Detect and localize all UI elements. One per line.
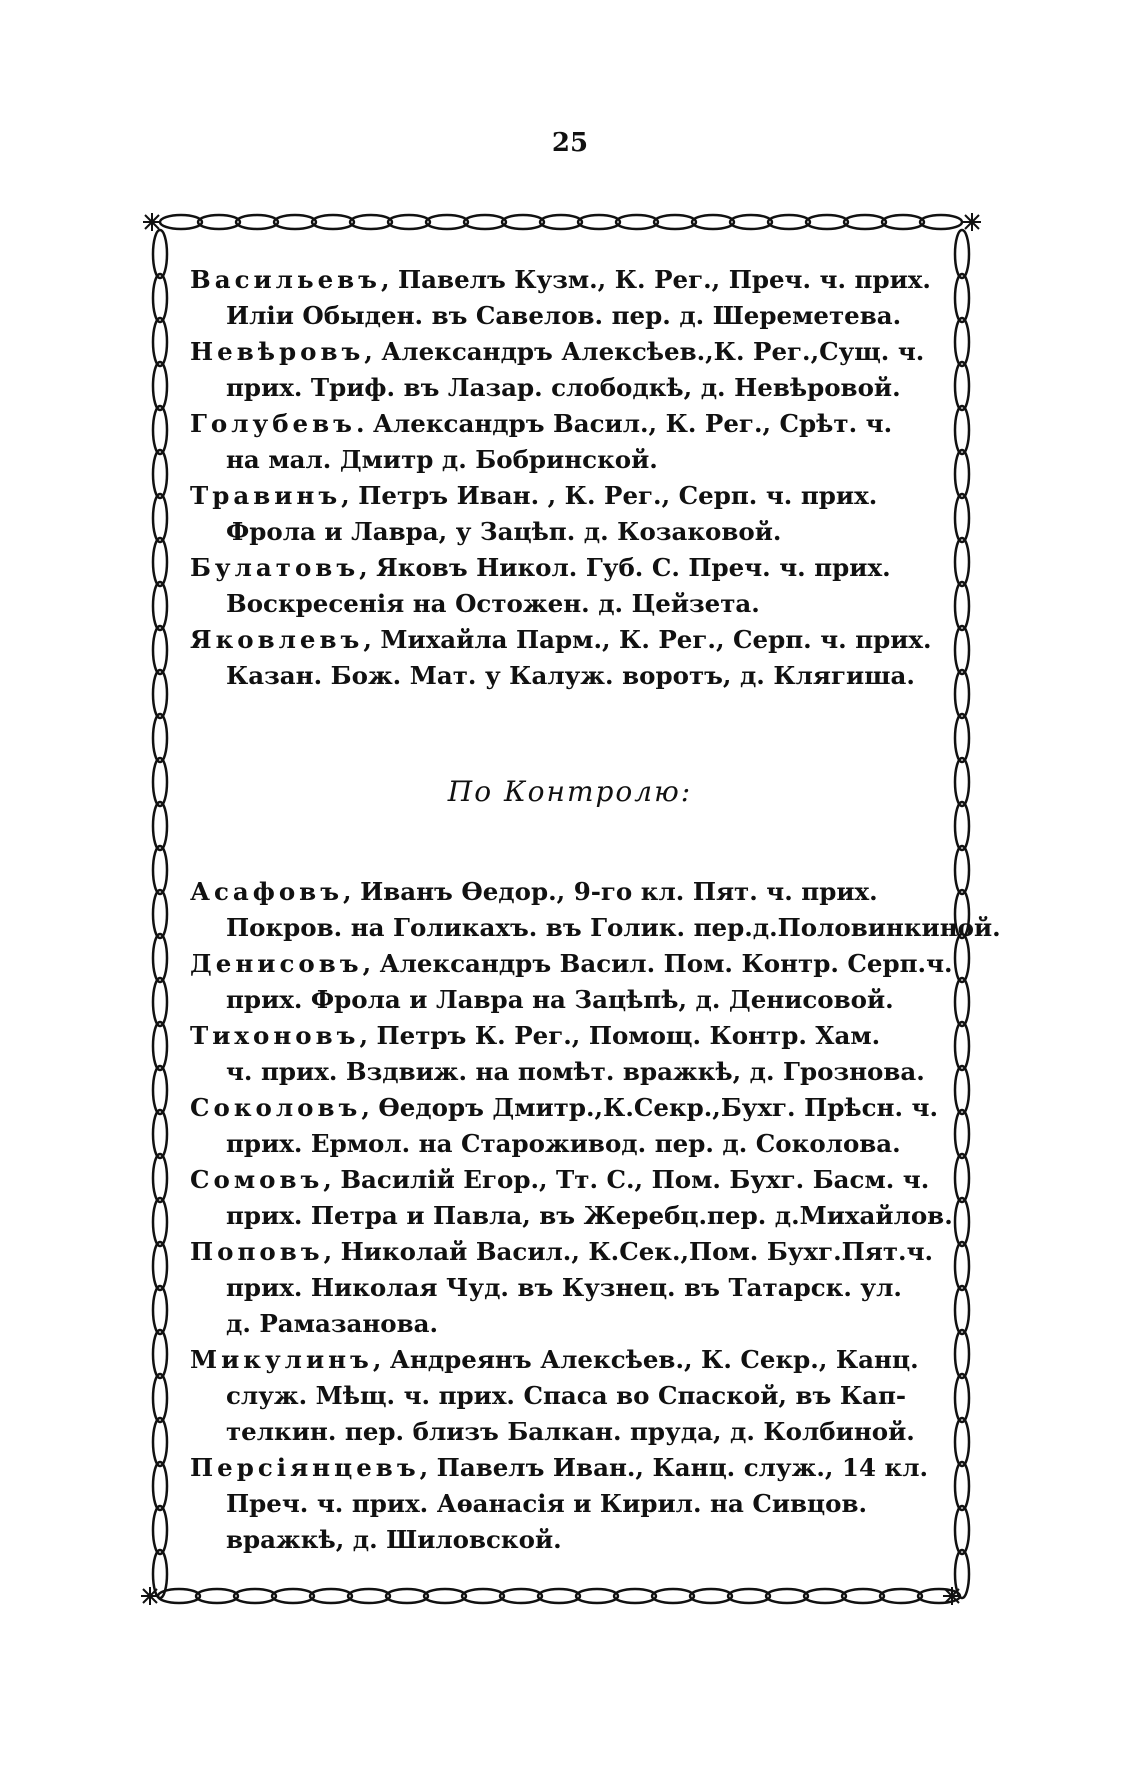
directory-list-top — [190, 262, 950, 694]
entry-details: , Ѳедоръ Дмитр.,К.Секр.,Бухг. Прѣсн. ч. — [361, 1093, 938, 1122]
directory-entry — [190, 406, 950, 478]
entry-details: , Александръ Васил. Пом. Контр. Серп.ч. — [362, 949, 953, 978]
entry-surname: Травинъ — [190, 481, 342, 510]
directory-entry — [190, 334, 950, 406]
directory-entry — [190, 478, 950, 550]
entry-continuation-line: прих. Фрола и Лавра на Зацѣпѣ, д. Денисовой. — [226, 985, 894, 1014]
entry-continuation-line: д. Рамазанова. — [226, 1309, 439, 1338]
entry-continuation-line: Казан. Бож. Мат. у Калуж. воротъ, д. Клягиша. — [226, 661, 915, 690]
entry-details: , Павелъ Кузм., К. Рег., Преч. ч. прих. — [380, 265, 931, 294]
entry-first-line — [190, 1162, 950, 1198]
entry-details: . Александръ Васил., К. Рег., Срѣт. ч. — [355, 409, 893, 438]
entry-first-line — [190, 1450, 950, 1486]
directory-entry — [190, 1234, 950, 1342]
entry-surname: Асафовъ — [190, 877, 344, 906]
directory-entry — [190, 1450, 950, 1558]
entry-continuation-line: прих. Петра и Павла, въ Жеребц.пер. д.Михайлов. — [226, 1201, 953, 1230]
entry-details: , Павелъ Иван., Канц. служ., 14 кл. — [419, 1453, 929, 1482]
entry-details: , Михайла Парм., К. Рег., Серп. ч. прих. — [363, 625, 932, 654]
directory-entry — [190, 1090, 950, 1162]
entry-first-line — [190, 1018, 950, 1054]
entry-continuation-line: Фрола и Лавра, у Зацѣп. д. Козаковой. — [226, 517, 782, 546]
entry-first-line — [190, 622, 950, 658]
directory-entry — [190, 1018, 950, 1090]
entry-first-line — [190, 406, 950, 442]
directory-entry — [190, 262, 950, 334]
entry-surname: Васильевъ — [190, 265, 381, 294]
entry-first-line — [190, 550, 950, 586]
entry-details: , Петръ Иван. , К. Рег., Серп. ч. прих. — [341, 481, 878, 510]
entry-continuation-line: Преч. ч. прих. Аѳанасія и Кирил. на Сивцов. — [226, 1489, 868, 1518]
entry-details: , Николай Васил., К.Сек.,Пом. Бухг.Пят.ч. — [323, 1237, 934, 1266]
entry-surname: Невѣровъ — [190, 337, 365, 366]
section-heading: По Контролю: — [447, 775, 693, 808]
entry-continuation-line: прих. Ермол. на Староживод. пер. д. Соколова. — [226, 1129, 901, 1158]
entry-first-line — [190, 478, 950, 514]
directory-entry — [190, 946, 953, 1018]
entry-continuation-line: служ. Мѣщ. ч. прих. Спаса во Спаской, въ Кап- — [226, 1381, 907, 1410]
entry-first-line — [190, 334, 950, 370]
entry-surname: Денисовъ — [190, 949, 363, 978]
directory-entry — [190, 550, 950, 622]
entry-first-line — [190, 262, 950, 298]
entry-surname: Персіянцевъ — [190, 1453, 420, 1482]
entry-surname: Яковлевъ — [190, 625, 364, 654]
entry-surname: Сомовъ — [190, 1165, 324, 1194]
entry-first-line — [190, 1234, 950, 1270]
directory-entry — [190, 1162, 953, 1234]
entry-details: , Яковъ Никол. Губ. С. Преч. ч. прих. — [359, 553, 891, 582]
directory-entry — [190, 1342, 950, 1450]
entry-surname: Булатовъ — [190, 553, 360, 582]
entry-first-line — [190, 1342, 950, 1378]
entry-details: , Александръ Алексѣев.,К. Рег.,Сущ. ч. — [364, 337, 925, 366]
directory-list-bottom — [190, 874, 1001, 1558]
page-number: 25 — [551, 128, 589, 158]
entry-surname: Микулинъ — [190, 1345, 373, 1374]
entry-surname: Соколовъ — [190, 1093, 362, 1122]
directory-entry — [190, 622, 950, 694]
entry-continuation-line: Покров. на Голикахъ. въ Голик. пер.д.Половинкиной. — [226, 913, 1001, 942]
entry-details: , Василій Егор., Тт. С., Пом. Бухг. Басм. ч. — [323, 1165, 930, 1194]
entry-continuation-line: прих. Триф. въ Лазар. слободкѣ, д. Невѣровой. — [226, 373, 901, 402]
entry-surname: Тихоновъ — [190, 1021, 360, 1050]
entry-surname: Поповъ — [190, 1237, 324, 1266]
entry-continuation-line: вражкѣ, д. Шиловской. — [226, 1525, 562, 1554]
directory-entry — [190, 874, 1001, 946]
entry-first-line — [190, 1090, 950, 1126]
page-content — [190, 262, 1001, 1558]
entry-continuation-line: ч. прих. Вздвиж. на помѣт. вражкѣ, д. Грознова. — [226, 1057, 925, 1086]
entry-continuation-line: Воскресенія на Остожен. д. Цейзета. — [226, 589, 760, 618]
entry-details: , Андреянъ Алексѣев., К. Секр., Канц. — [372, 1345, 919, 1374]
entry-first-line — [190, 874, 950, 910]
entry-first-line — [190, 946, 953, 982]
entry-continuation-line: телкин. пер. близъ Балкан. пруда, д. Колбиной. — [226, 1417, 915, 1446]
entry-details: , Иванъ Ѳедор., 9-го кл. Пят. ч. прих. — [343, 877, 878, 906]
entry-details: , Петръ К. Рег., Помощ. Контр. Хам. — [359, 1021, 881, 1050]
entry-continuation-line: Иліи Обыден. въ Савелов. пер. д. Шереметева. — [226, 301, 902, 330]
entry-continuation-line: на мал. Дмитр д. Бобринской. — [226, 445, 658, 474]
entry-surname: Голубевъ — [190, 409, 356, 438]
entry-continuation-line: прих. Николая Чуд. въ Кузнец. въ Татарск. ул. — [226, 1273, 902, 1302]
